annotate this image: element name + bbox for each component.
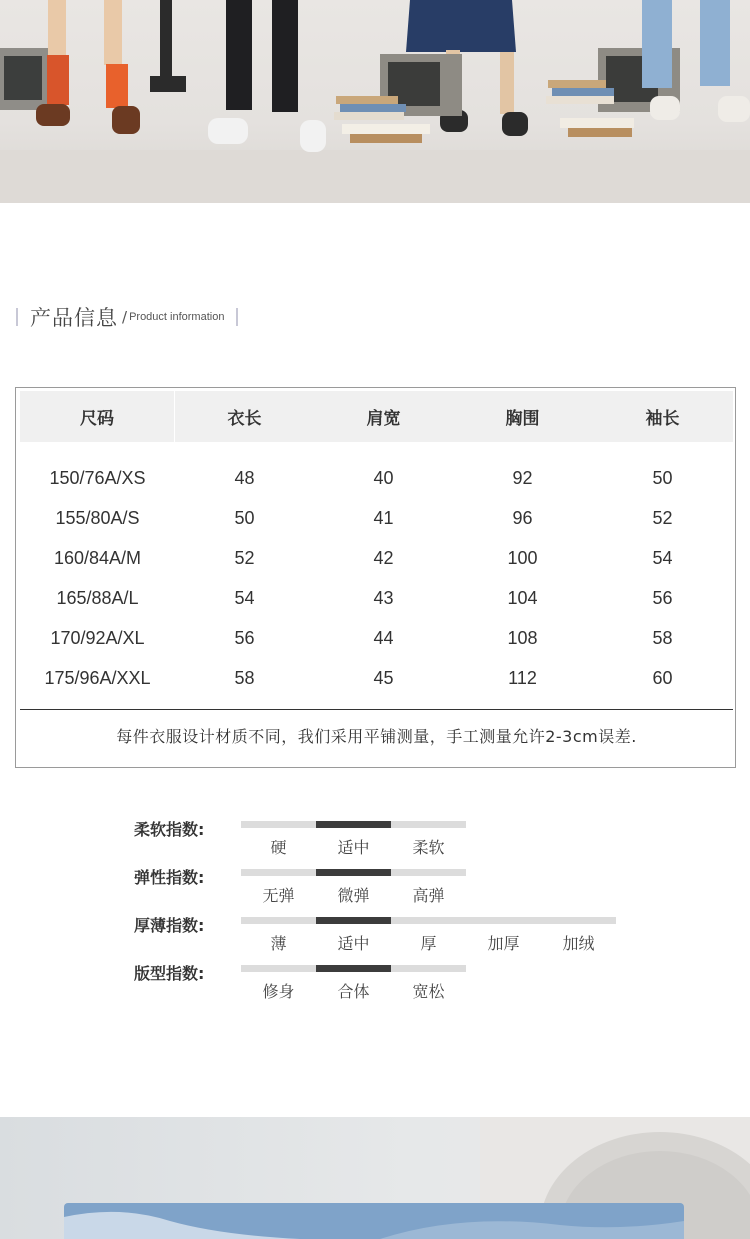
table-row (20, 578, 733, 618)
size-table (15, 387, 736, 768)
elasticity-option-slight: 微弹 (337, 886, 370, 905)
thickness-option-extra-thick: 加厚 (487, 934, 520, 953)
header-length: 衣长 (227, 409, 262, 429)
shoulder-cell: 45 (373, 667, 394, 688)
softness-segment-soft (391, 821, 466, 828)
thickness-index (0, 913, 750, 961)
size-cell: 170/92A/XL (50, 627, 145, 648)
softness-label: 柔软指数: (134, 820, 205, 839)
title-slash: / (122, 308, 128, 326)
fit-options (241, 979, 466, 1002)
thickness-option-fleece: 加绒 (562, 934, 595, 953)
fit-segment-regular-selected (316, 965, 391, 972)
length-cell: 50 (234, 507, 255, 528)
size-cell: 165/88A/L (56, 587, 139, 608)
softness-segment-hard (241, 821, 316, 828)
length-cell: 52 (234, 547, 255, 568)
sleeve-cell: 60 (652, 667, 673, 688)
product-info-title (16, 304, 238, 330)
title-left-bar (16, 308, 18, 326)
bottom-photo (0, 1117, 750, 1239)
size-cell: 150/76A/XS (49, 467, 146, 488)
thickness-track (241, 917, 616, 924)
elasticity-segment-high (391, 869, 466, 876)
hero-photo (0, 0, 750, 203)
fit-segment-loose (391, 965, 466, 972)
fit-index (0, 961, 750, 1009)
elasticity-segment-slight-selected (316, 869, 391, 876)
softness-options (241, 835, 466, 858)
title-right-bar (236, 308, 238, 326)
fit-segment-slim (241, 965, 316, 972)
elasticity-index (0, 865, 750, 913)
chest-cell: 100 (507, 547, 538, 568)
softness-index (0, 817, 750, 865)
elasticity-options (241, 883, 466, 906)
bottom-illustration (0, 1117, 750, 1239)
table-row (20, 458, 733, 498)
header-chest: 胸围 (505, 409, 540, 429)
thickness-segment-thick (391, 917, 466, 924)
elasticity-label: 弹性指数: (134, 868, 205, 887)
sleeve-cell: 56 (652, 587, 673, 608)
shoulder-cell: 42 (373, 547, 394, 568)
title-en: Product information (129, 311, 225, 323)
chest-cell: 96 (512, 507, 533, 528)
thickness-segment-fleece (541, 917, 616, 924)
length-cell: 54 (234, 587, 255, 608)
elasticity-track (241, 869, 466, 876)
size-table-body (20, 458, 733, 698)
fit-option-regular: 合体 (337, 982, 370, 1001)
size-cell: 155/80A/S (55, 507, 140, 528)
fit-label: 版型指数: (134, 964, 205, 983)
chest-cell: 112 (508, 667, 537, 688)
sleeve-cell: 52 (652, 507, 673, 528)
title-zh: 产品信息 (30, 306, 118, 330)
table-divider (20, 709, 733, 710)
size-cell: 160/84A/M (53, 547, 142, 568)
chest-cell: 108 (507, 627, 538, 648)
shoulder-cell: 44 (373, 627, 394, 648)
header-size: 尺码 (20, 391, 175, 442)
fit-track (241, 965, 466, 972)
elasticity-option-high: 高弹 (412, 886, 445, 905)
header-sleeve: 袖长 (645, 409, 680, 429)
softness-option-soft: 柔软 (412, 838, 445, 857)
table-row (20, 538, 733, 578)
hero-illustration (0, 0, 750, 203)
table-row (20, 498, 733, 538)
chest-cell: 104 (507, 587, 538, 608)
shoulder-cell: 41 (373, 507, 394, 528)
thickness-option-medium: 适中 (337, 934, 370, 953)
thickness-segment-thin (241, 917, 316, 924)
sleeve-cell: 54 (652, 547, 673, 568)
softness-track (241, 821, 466, 828)
size-table-header (20, 391, 733, 442)
chest-cell: 92 (512, 467, 533, 488)
measurement-note: 每件衣服设计材质不同，我们采用平铺测量，手工测量允许2-3cm误差. (116, 727, 637, 746)
shoulder-cell: 43 (373, 587, 394, 608)
elasticity-option-none: 无弹 (262, 886, 295, 905)
thickness-option-thin: 薄 (270, 934, 287, 953)
length-cell: 56 (234, 627, 255, 648)
thickness-label: 厚薄指数: (134, 916, 205, 935)
table-row (20, 618, 733, 658)
length-cell: 58 (234, 667, 255, 688)
softness-segment-medium-selected (316, 821, 391, 828)
fit-option-slim: 修身 (262, 982, 295, 1001)
table-row (20, 658, 733, 698)
sleeve-cell: 58 (652, 627, 673, 648)
thickness-segment-extra-thick (466, 917, 541, 924)
header-shoulder: 肩宽 (366, 409, 401, 429)
elasticity-segment-none (241, 869, 316, 876)
shoulder-cell: 40 (373, 467, 394, 488)
softness-option-medium: 适中 (337, 838, 370, 857)
thickness-segment-medium-selected (316, 917, 391, 924)
thickness-options (241, 931, 616, 954)
size-cell: 175/96A/XXL (44, 667, 151, 688)
softness-option-hard: 硬 (270, 838, 287, 857)
sleeve-cell: 50 (652, 467, 673, 488)
fit-option-loose: 宽松 (412, 982, 445, 1001)
thickness-option-thick: 厚 (420, 934, 437, 953)
length-cell: 48 (234, 467, 255, 488)
